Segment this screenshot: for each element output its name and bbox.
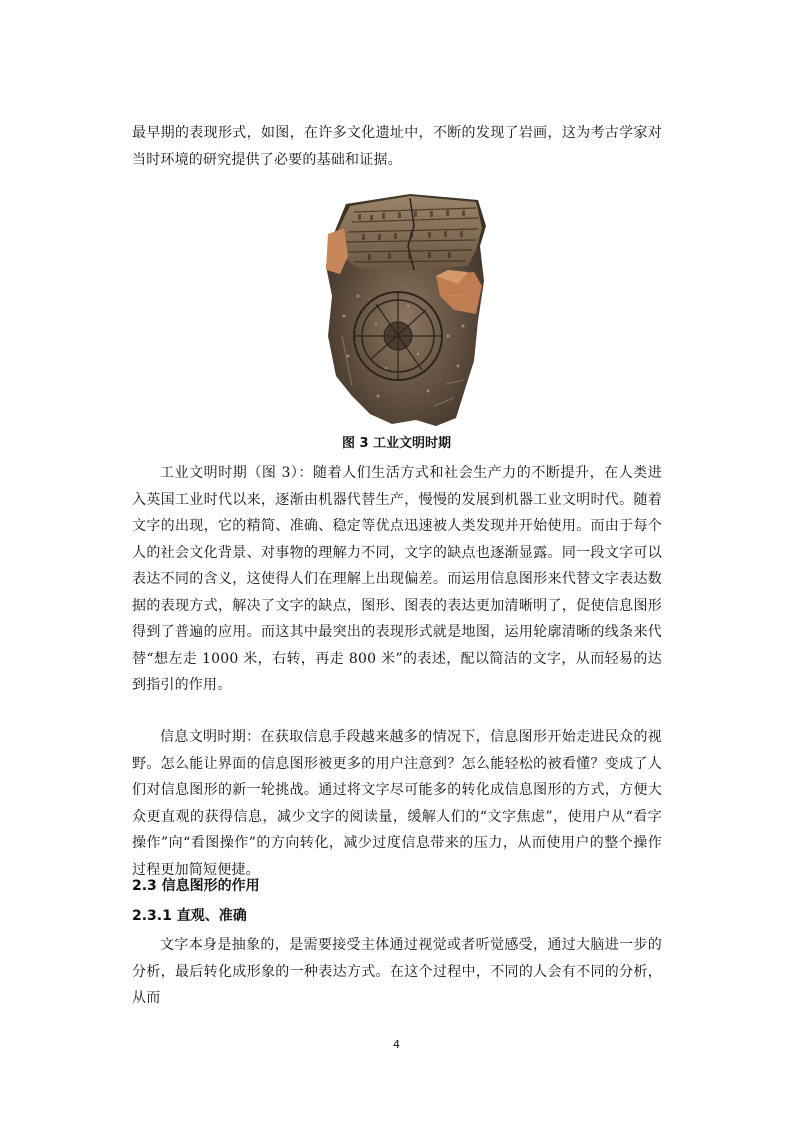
- babylonian-tablet-illustration: [318, 186, 492, 432]
- figure-caption: 图 3 工业文明时期: [341, 436, 452, 451]
- page-number: 4: [393, 1038, 400, 1051]
- abstract-paragraph: 文字本身是抽象的，是需要接受主体通过视觉或者听觉感受，通过大脑进一步的分析，最后转化成形象的一种表达方式。在这个过程中，不同的人会有不同的分析，从而: [132, 937, 662, 1006]
- clay-tablet-map-image: [318, 186, 492, 432]
- section-heading: 2.3 信息图形的作用: [132, 878, 260, 894]
- subsection-heading: 2.3.1 直观、准确: [132, 908, 247, 924]
- intro-paragraph: 最早期的表现形式，如图，在许多文化遗址中，不断的发现了岩画，这为考古学家对当时环境的研究提供了必要的基础和证据。: [132, 125, 662, 168]
- information-era-paragraph: 信息文明时期：在获取信息手段越来越多的情况下，信息图形开始走进民众的视野。怎么能让界面的信息图形被更多的用户注意到？怎么能轻松的被看懂？变成了人们对信息图形的新一轮挑战。通过将文字尽可能多的转化成信息图形的方式，方便大众更直观的获得信息，减少文字的阅读量，缓解人们的“文字焦虑”，使用户从“看字操作”向“看图操作”的方向转化，减少过度信息带来的压力，从而使用户的整个操作过程更加简短便捷。: [132, 729, 662, 878]
- industrial-era-paragraph: 工业文明时期（图 3）：随着人们生活方式和社会生产力的不断提升，在人类进入英国工业时代以来，逐渐由机器代替生产，慢慢的发展到机器工业文明时代。随着文字的出现，它的精简、准确、稳定等优点迅速被人类发现并开始使用。而由于每个人的社会文化背景、对事物的理解力不同，文字的缺点也逐渐显露。同一段文字可以表达不同的含义，这使得人们在理解上出现偏差。而运用信息图形来代替文字表达数据的表现方式，解决了文字的缺点，图形、图表的表达更加清晰明了，促使信息图形得到了普遍的应用。而这其中最突出的表现形式就是地图，运用轮廓清晰的线条来代替“想左走 1000 米，右转，再走 800 米”的表述，配以简洁的文字，从而轻易的达到指引的作用。: [132, 465, 662, 693]
